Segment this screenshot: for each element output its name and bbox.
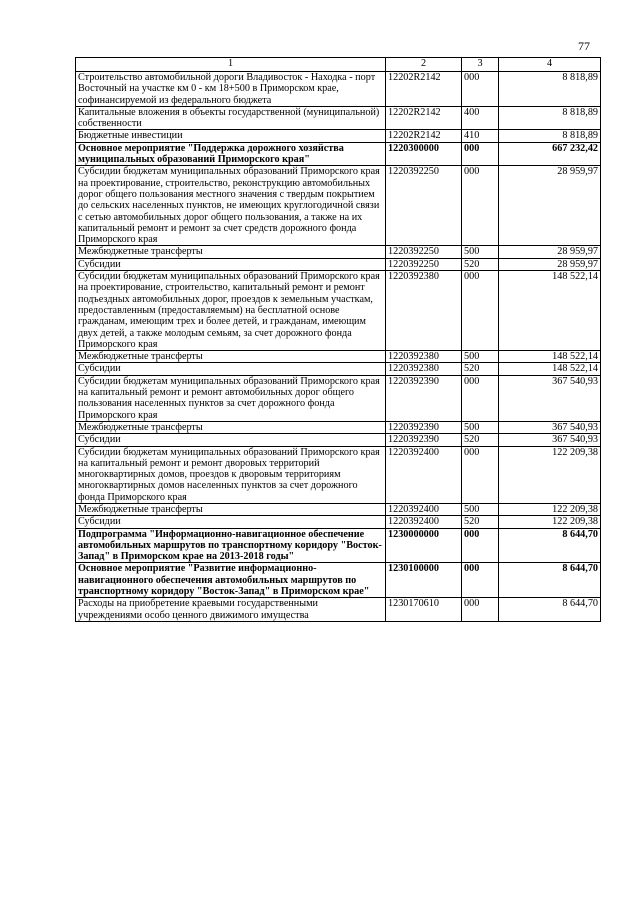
table-row bbox=[76, 130, 601, 142]
table-row bbox=[76, 106, 601, 130]
table-row bbox=[76, 363, 601, 375]
row-code-cell: 12202R2142 bbox=[386, 130, 462, 142]
row-amount-cell: 8 644,70 bbox=[499, 563, 601, 598]
row-code-cell: 1220392250 bbox=[386, 166, 462, 246]
row-type-cell: 500 bbox=[462, 246, 499, 258]
row-code-cell: 1220300000 bbox=[386, 142, 462, 166]
row-amount-cell: 28 959,97 bbox=[499, 258, 601, 270]
row-type-cell: 000 bbox=[462, 563, 499, 598]
row-name-cell: Субсидии бюджетам муниципальных образований Приморского края на капитальный ремонт и ремонт автомобильных дорог общего пользования населенных пунктов за счет дорожного фонда Приморского края bbox=[76, 375, 386, 421]
row-code-cell: 12202R2142 bbox=[386, 72, 462, 107]
row-code-cell: 1220392380 bbox=[386, 351, 462, 363]
table-row bbox=[76, 271, 601, 351]
row-code-cell: 1220392380 bbox=[386, 363, 462, 375]
column-header-type: 3 bbox=[462, 58, 499, 72]
row-name-cell: Капитальные вложения в объекты государственной (муниципальной) собственности bbox=[76, 106, 386, 130]
table-row bbox=[76, 563, 601, 598]
row-amount-cell: 367 540,93 bbox=[499, 375, 601, 421]
budget-table bbox=[75, 57, 601, 622]
row-code-cell: 12202R2142 bbox=[386, 106, 462, 130]
row-type-cell: 520 bbox=[462, 434, 499, 446]
row-code-cell: 1230170610 bbox=[386, 598, 462, 622]
row-amount-cell: 367 540,93 bbox=[499, 421, 601, 433]
row-type-cell: 000 bbox=[462, 166, 499, 246]
column-header-name: 1 bbox=[76, 58, 386, 72]
row-code-cell: 1220392390 bbox=[386, 421, 462, 433]
row-amount-cell: 8 644,70 bbox=[499, 528, 601, 563]
row-name-cell: Подпрограмма "Информационно-навигационное обеспечение автомобильных маршрутов по транспортному коридору "Восток-Запад" в Приморском крае на 2013-2018 годы" bbox=[76, 528, 386, 563]
table-row bbox=[76, 375, 601, 421]
row-type-cell: 000 bbox=[462, 142, 499, 166]
row-name-cell: Межбюджетные трансферты bbox=[76, 503, 386, 515]
row-type-cell: 500 bbox=[462, 503, 499, 515]
table-row bbox=[76, 528, 601, 563]
row-amount-cell: 8 818,89 bbox=[499, 72, 601, 107]
row-type-cell: 000 bbox=[462, 598, 499, 622]
column-header-code: 2 bbox=[386, 58, 462, 72]
table-row bbox=[76, 446, 601, 503]
row-name-cell: Субсидии bbox=[76, 516, 386, 528]
row-name-cell: Субсидии бюджетам муниципальных образований Приморского края на капитальный ремонт и ремонт дворовых территорий многоквартирных домов, проездов к дворовым территориям многоквартирных домов населенных пунктов за счет дорожного фонда Приморского края bbox=[76, 446, 386, 503]
row-code-cell: 1220392400 bbox=[386, 516, 462, 528]
row-amount-cell: 122 209,38 bbox=[499, 446, 601, 503]
row-name-cell: Основное мероприятие "Развитие информационно-навигационного обеспечения автомобильных маршрутов по транспортному коридору "Восток-Запад" в Приморском крае" bbox=[76, 563, 386, 598]
page-number: 77 bbox=[578, 39, 590, 53]
row-code-cell: 1220392400 bbox=[386, 446, 462, 503]
row-type-cell: 000 bbox=[462, 375, 499, 421]
row-amount-cell: 8 644,70 bbox=[499, 598, 601, 622]
row-amount-cell: 8 818,89 bbox=[499, 130, 601, 142]
row-code-cell: 1220392390 bbox=[386, 375, 462, 421]
row-code-cell: 1220392390 bbox=[386, 434, 462, 446]
row-amount-cell: 28 959,97 bbox=[499, 166, 601, 246]
row-code-cell: 1220392250 bbox=[386, 258, 462, 270]
row-name-cell: Расходы на приобретение краевыми государственными учреждениями особо ценного движимого имущества bbox=[76, 598, 386, 622]
table-row bbox=[76, 503, 601, 515]
row-amount-cell: 148 522,14 bbox=[499, 271, 601, 351]
row-name-cell: Субсидии бюджетам муниципальных образований Приморского края на проектирование, строительство, капитальный ремонт и ремонт подъездных автомобильных дорог, проездов к земельным участкам, предоставленным (предоставляемым) на бесплатной основе гражданам, имеющим трех и более детей, и гражданам, имеющим двух детей, а также молодым семьям, за счет дорожного фонда Приморского края bbox=[76, 271, 386, 351]
row-amount-cell: 8 818,89 bbox=[499, 106, 601, 130]
row-type-cell: 500 bbox=[462, 421, 499, 433]
row-code-cell: 1220392250 bbox=[386, 246, 462, 258]
row-amount-cell: 367 540,93 bbox=[499, 434, 601, 446]
row-type-cell: 000 bbox=[462, 528, 499, 563]
row-name-cell: Субсидии bbox=[76, 258, 386, 270]
row-name-cell: Основное мероприятие "Поддержка дорожного хозяйства муниципальных образований Приморского края" bbox=[76, 142, 386, 166]
row-type-cell: 000 bbox=[462, 271, 499, 351]
row-code-cell: 1230100000 bbox=[386, 563, 462, 598]
row-type-cell: 410 bbox=[462, 130, 499, 142]
row-type-cell: 520 bbox=[462, 258, 499, 270]
table-row bbox=[76, 166, 601, 246]
row-name-cell: Бюджетные инвестиции bbox=[76, 130, 386, 142]
row-amount-cell: 667 232,42 bbox=[499, 142, 601, 166]
table-row bbox=[76, 421, 601, 433]
row-name-cell: Субсидии bbox=[76, 434, 386, 446]
table-row bbox=[76, 516, 601, 528]
table-body bbox=[76, 72, 601, 622]
table-row bbox=[76, 434, 601, 446]
row-name-cell: Межбюджетные трансферты bbox=[76, 246, 386, 258]
row-code-cell: 1230000000 bbox=[386, 528, 462, 563]
row-code-cell: 1220392380 bbox=[386, 271, 462, 351]
row-type-cell: 400 bbox=[462, 106, 499, 130]
row-name-cell: Межбюджетные трансферты bbox=[76, 421, 386, 433]
table-row bbox=[76, 72, 601, 107]
table-header-row bbox=[76, 58, 601, 72]
table-row bbox=[76, 246, 601, 258]
row-type-cell: 520 bbox=[462, 516, 499, 528]
row-type-cell: 000 bbox=[462, 446, 499, 503]
table-row bbox=[76, 351, 601, 363]
row-code-cell: 1220392400 bbox=[386, 503, 462, 515]
row-name-cell: Субсидии бюджетам муниципальных образований Приморского края на проектирование, строительство, реконструкцию автомобильных дорог общего пользования местного значения с твердым покрытием до сельских населенных пунктов, не имеющих круглогодичной связи с сетью автомобильных дорог общего пользования, а также на их капитальный ремонт и ремонт за счет средств дорожного фонда Приморского края bbox=[76, 166, 386, 246]
table-row bbox=[76, 598, 601, 622]
table-row bbox=[76, 142, 601, 166]
row-name-cell: Субсидии bbox=[76, 363, 386, 375]
row-amount-cell: 28 959,97 bbox=[499, 246, 601, 258]
row-amount-cell: 148 522,14 bbox=[499, 363, 601, 375]
row-amount-cell: 122 209,38 bbox=[499, 516, 601, 528]
row-amount-cell: 148 522,14 bbox=[499, 351, 601, 363]
column-header-amount: 4 bbox=[499, 58, 601, 72]
row-type-cell: 000 bbox=[462, 72, 499, 107]
table-row bbox=[76, 258, 601, 270]
row-name-cell: Межбюджетные трансферты bbox=[76, 351, 386, 363]
row-name-cell: Строительство автомобильной дороги Владивосток - Находка - порт Восточный на участке км 0 - км 18+500 в Приморском крае, софинансируемой из федерального бюджета bbox=[76, 72, 386, 107]
row-amount-cell: 122 209,38 bbox=[499, 503, 601, 515]
row-type-cell: 500 bbox=[462, 351, 499, 363]
row-type-cell: 520 bbox=[462, 363, 499, 375]
